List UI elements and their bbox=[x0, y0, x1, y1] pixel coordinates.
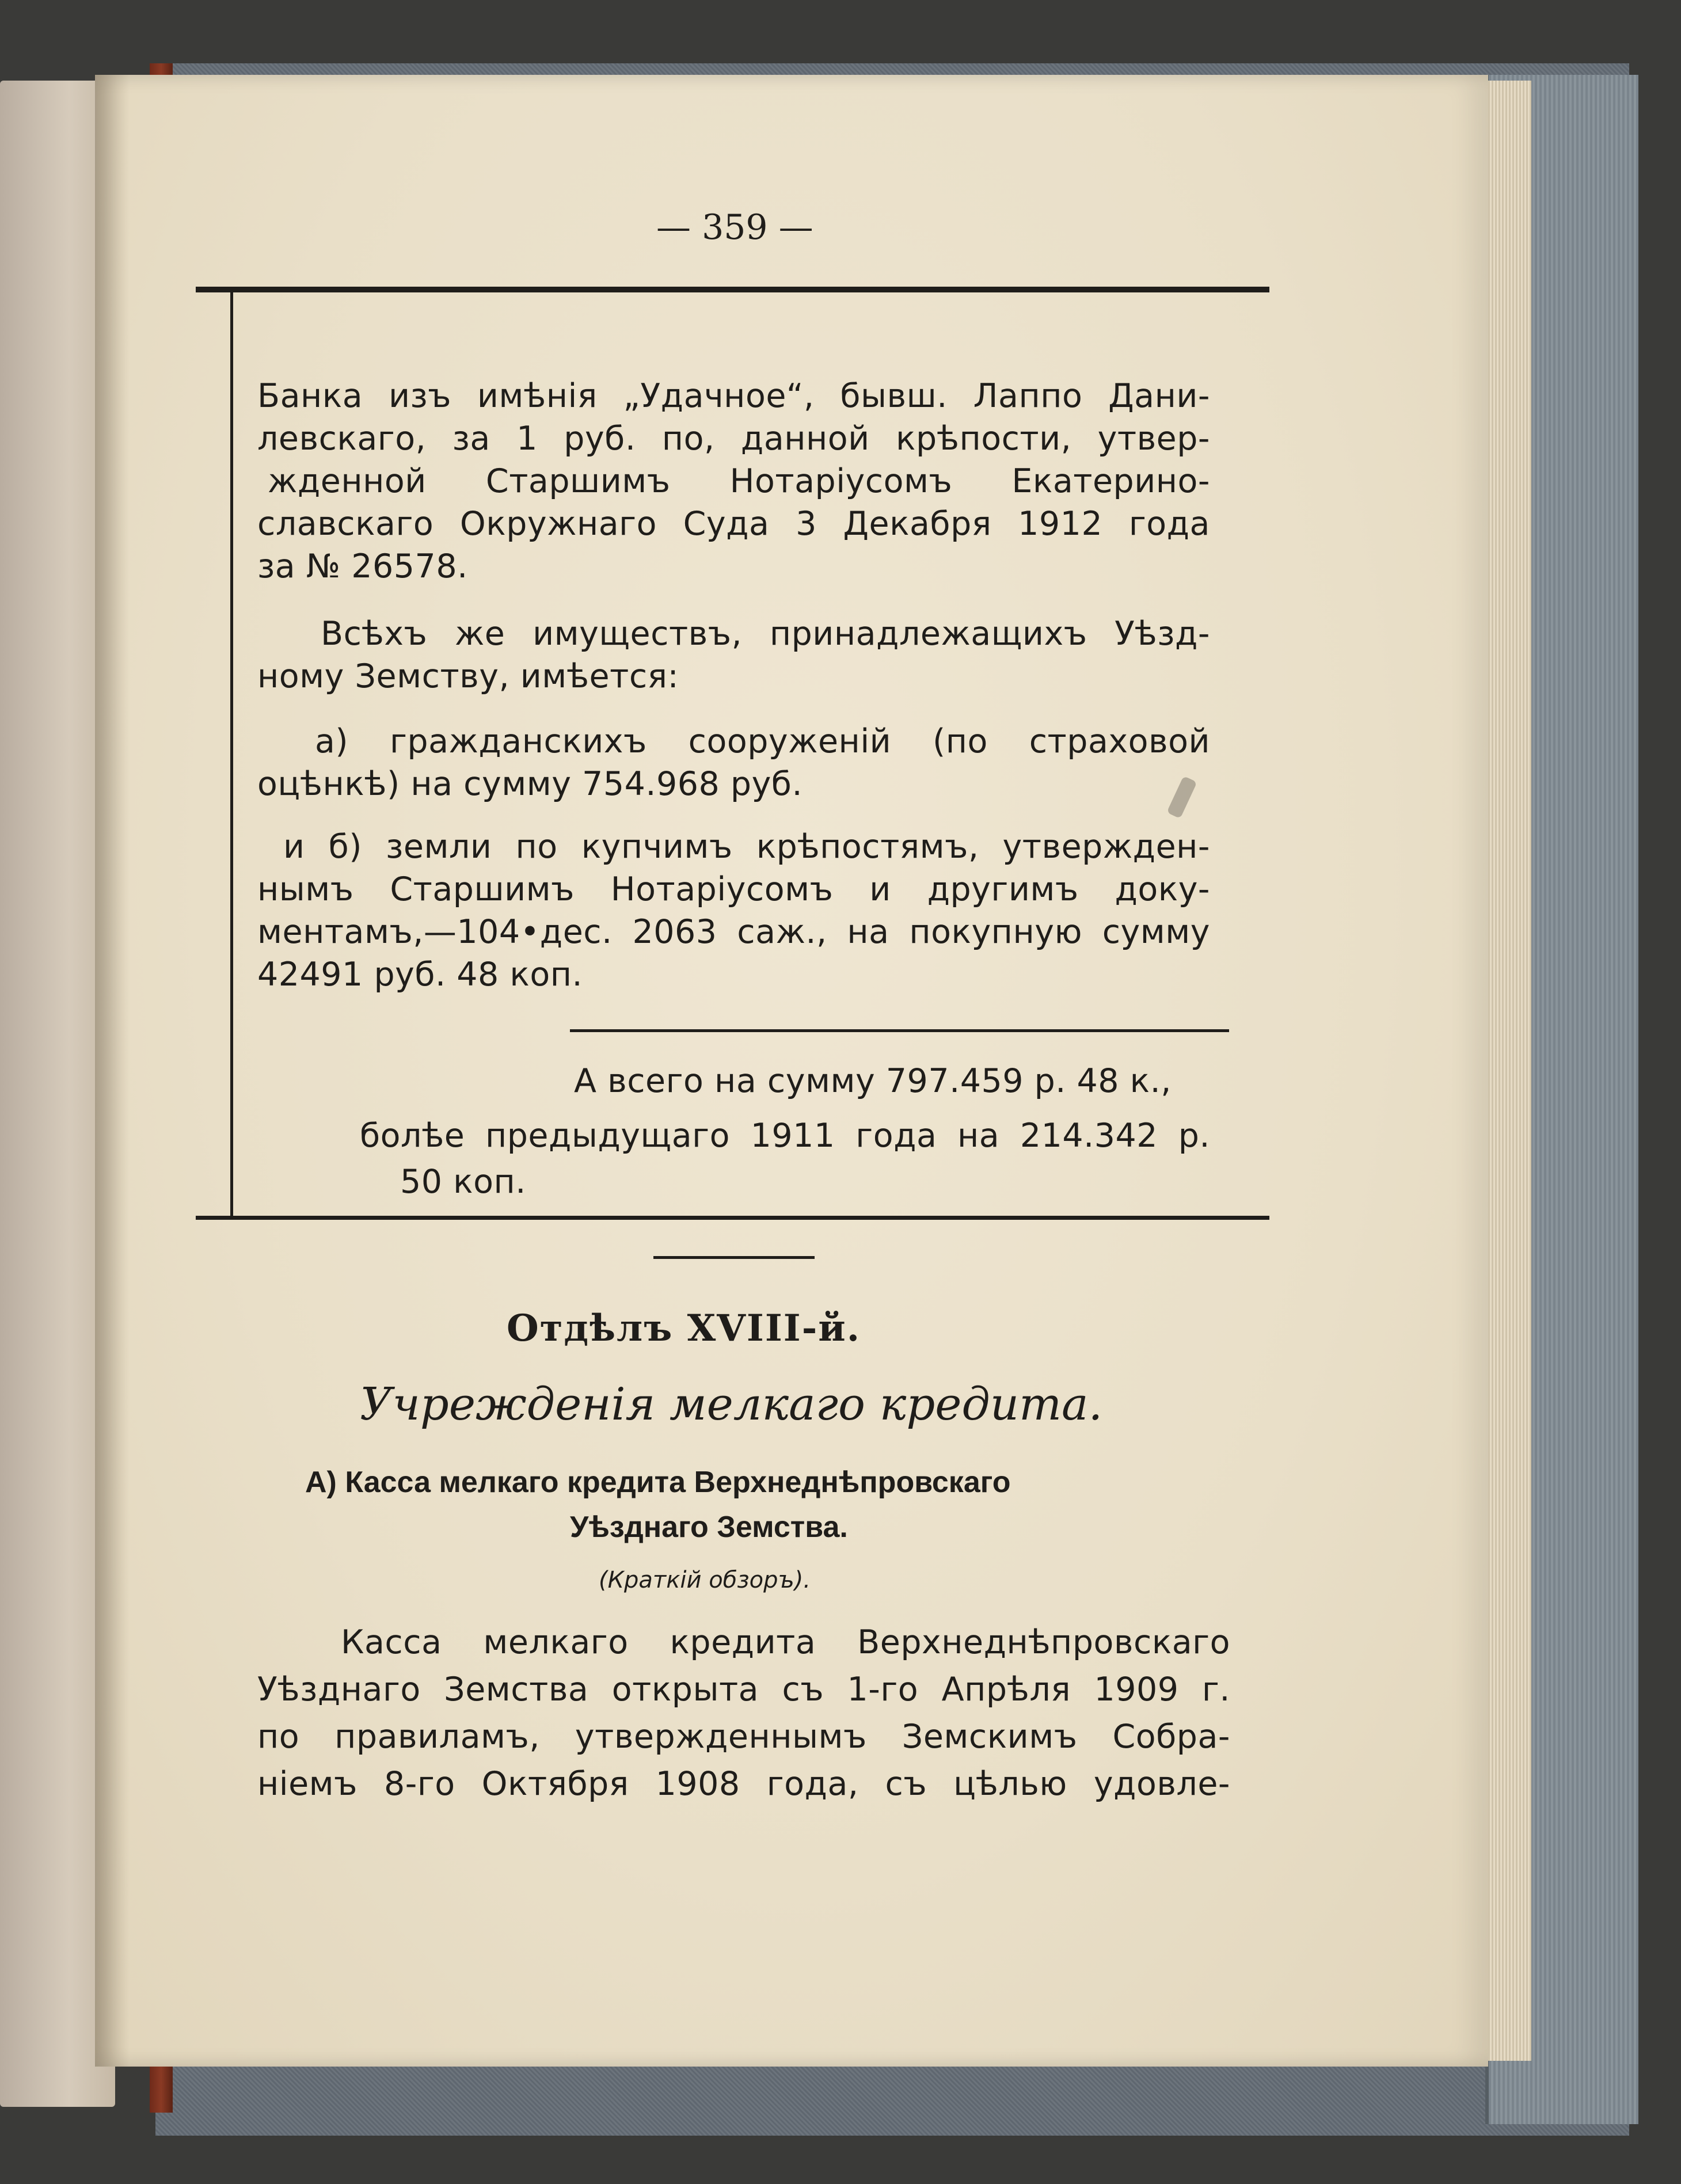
text-line: славскаго Окружнаго Суда 3 Декабря 1912 года bbox=[257, 505, 1210, 543]
text-line: Всѣхъ же имуществъ, принадлежащихъ Уѣзд- bbox=[321, 615, 1210, 653]
subsection-heading-line-1: А) Касса мелкаго кредита Верхнеднѣпровскаго bbox=[305, 1466, 1011, 1499]
box-item-a bbox=[257, 722, 1210, 808]
text-line: жденной Старшимъ Нотаріусомъ Екатерино- bbox=[268, 462, 1210, 500]
text-line: болѣе предыдущаго 1911 года на 214.342 р. bbox=[360, 1117, 1210, 1155]
sum-rule bbox=[570, 1029, 1229, 1032]
text-line: ментамъ,—104•дес. 2063 саж., на покупную сумму bbox=[257, 913, 1210, 951]
text-line: 42491 руб. 48 коп. bbox=[257, 956, 583, 994]
text-line: нымъ Старшимъ Нотаріусомъ и другимъ доку- bbox=[257, 870, 1210, 908]
text-line: левскаго, за 1 руб. по, данной крѣпости, утвер- bbox=[257, 420, 1210, 458]
text-line: Банка изъ имѣнія „Удачное“, бывш. Лаппо Дани- bbox=[257, 377, 1210, 415]
page-number: — 359 — bbox=[656, 207, 813, 248]
text-line: ному Земству, имѣется: bbox=[257, 657, 679, 695]
text-line: по правиламъ, утвержденнымъ Земскимъ Собра- bbox=[257, 1718, 1230, 1756]
section-subtitle: Учрежденія мелкаго кредита. bbox=[360, 1379, 1103, 1430]
text-line: ніемъ 8-го Октября 1908 года, съ цѣлью удовле- bbox=[257, 1765, 1230, 1803]
total-line: А всего на сумму 797.459 р. 48 к., bbox=[574, 1062, 1172, 1100]
text-line: Уѣзднаго Земства открыта съ 1-го Апрѣля 1909 г. bbox=[257, 1671, 1230, 1709]
difference-line bbox=[360, 1117, 1210, 1209]
text-line: 50 коп. bbox=[400, 1163, 526, 1201]
section-title: Отдѣлъ XVIII-й. bbox=[507, 1307, 861, 1350]
section-divider bbox=[653, 1256, 815, 1259]
box-top-rule bbox=[196, 287, 1269, 292]
box-left-rule bbox=[230, 292, 233, 1219]
box-bottom-rule bbox=[196, 1216, 1269, 1220]
box-item-b bbox=[257, 828, 1210, 998]
text-line: Касса мелкаго кредита Верхнеднѣпровскаго bbox=[341, 1623, 1230, 1661]
text-line: оцѣнкѣ) на сумму 754.968 руб. bbox=[257, 765, 803, 803]
section-paragraph bbox=[257, 1623, 1230, 1812]
brief-overview-label: (Краткій обзоръ). bbox=[599, 1567, 811, 1593]
text-line: а) гражданскихъ сооруженій (по страховой bbox=[315, 722, 1210, 760]
box-paragraph-1 bbox=[257, 377, 1210, 590]
subsection-heading-line-2: Уѣзднаго Земства. bbox=[570, 1510, 848, 1544]
box-paragraph-2 bbox=[257, 615, 1210, 700]
text-line: за № 26578. bbox=[257, 547, 468, 585]
text-line: и б) земли по купчимъ крѣпостямъ, утвержден- bbox=[283, 828, 1210, 866]
